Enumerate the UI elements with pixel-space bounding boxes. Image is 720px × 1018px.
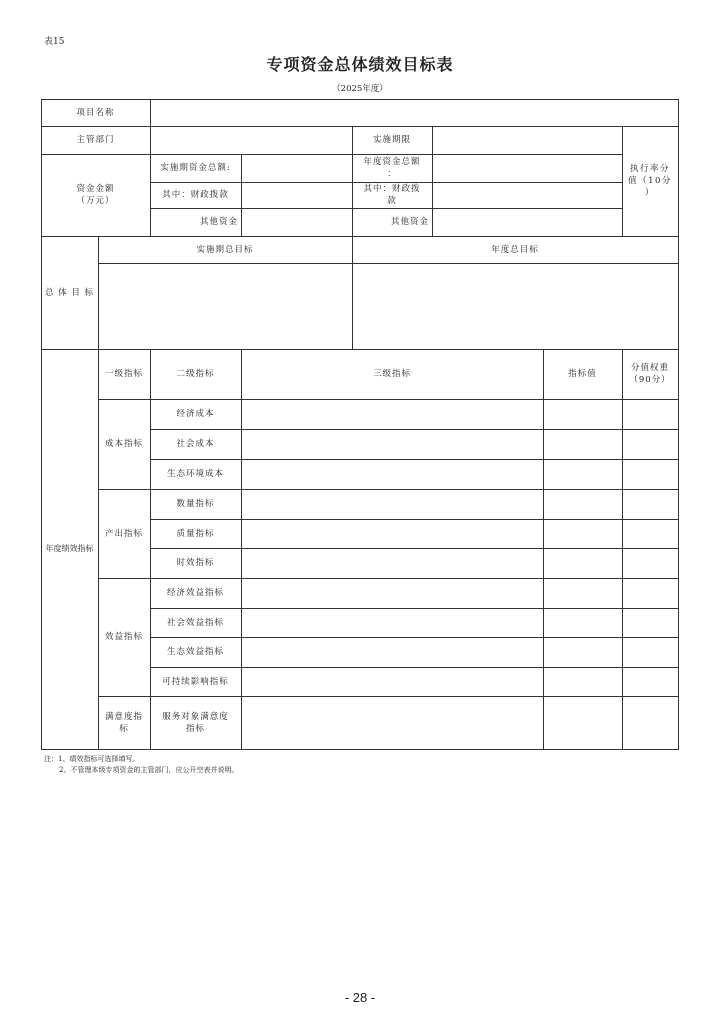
period-label: 实施期限 [352, 126, 433, 155]
weight-cell[interactable] [622, 459, 679, 490]
notes [44, 754, 238, 776]
annual-total-funds-label: 年度资金总额 ： [352, 154, 433, 183]
document-title: 专项资金总体绩效目标表 [266, 55, 454, 74]
indicator-timeliness: 时效指标 [150, 548, 242, 579]
level3-cell[interactable] [241, 459, 544, 490]
weight-cell[interactable] [622, 429, 679, 460]
weight-cell[interactable] [622, 667, 679, 697]
value-cell[interactable] [543, 459, 623, 490]
weight-cell[interactable] [622, 548, 679, 579]
indicator-sustainability: 可持续影响指标 [150, 667, 242, 697]
level3-cell[interactable] [241, 548, 544, 579]
period-goal-header: 实施期总目标 [98, 236, 353, 264]
annual-total-funds-value[interactable] [432, 154, 623, 183]
period-other-funds-value[interactable] [241, 208, 353, 237]
indicator-economic-benefit: 经济效益指标 [150, 578, 242, 609]
indicator-eco-env-cost: 生态环境成本 [150, 459, 242, 490]
annual-goal-value[interactable] [352, 263, 679, 350]
weight-cell[interactable] [622, 578, 679, 609]
col-level1-header: 一级指标 [98, 349, 151, 400]
exec-rate-label: 执行率分 值（10分 ） [622, 126, 679, 237]
value-cell[interactable] [543, 489, 623, 520]
period-other-funds-label: 其他资金 [150, 208, 242, 237]
annual-goal-header: 年度总目标 [352, 236, 679, 264]
level3-cell[interactable] [241, 696, 544, 750]
department-label: 主管部门 [41, 126, 151, 155]
annual-other-funds-value[interactable] [432, 208, 623, 237]
overall-goal-label: 总 体 目 标 [41, 236, 99, 350]
project-name-label: 项目名称 [41, 99, 151, 127]
value-cell[interactable] [543, 399, 623, 430]
weight-cell[interactable] [622, 519, 679, 549]
weight-cell[interactable] [622, 399, 679, 430]
value-cell[interactable] [543, 667, 623, 697]
weight-cell[interactable] [622, 489, 679, 520]
level3-cell[interactable] [241, 519, 544, 549]
value-cell[interactable] [543, 548, 623, 579]
indicator-service-satisfaction: 服务对象满意度 指标 [150, 696, 242, 750]
level3-cell[interactable] [241, 608, 544, 638]
weight-cell[interactable] [622, 696, 679, 750]
annual-indicators-label: 年度绩效指标 [41, 349, 99, 750]
note-2: 2、不管理本级专项资金的主管部门，应公开空表并说明。 [59, 766, 239, 774]
level3-cell[interactable] [241, 399, 544, 430]
weight-cell[interactable] [622, 637, 679, 668]
indicator-quality: 质量指标 [150, 519, 242, 549]
level3-cell[interactable] [241, 489, 544, 520]
indicator-eco-benefit: 生态效益指标 [150, 637, 242, 668]
value-cell[interactable] [543, 429, 623, 460]
level3-cell[interactable] [241, 667, 544, 697]
period-fiscal-funds-label: 其中：财政拨款 [150, 182, 242, 209]
group-output-label: 产出指标 [98, 489, 151, 579]
period-value[interactable] [432, 126, 623, 155]
period-goal-value[interactable] [98, 263, 353, 350]
level3-cell[interactable] [241, 578, 544, 609]
indicator-social-benefit: 社会效益指标 [150, 608, 242, 638]
period-total-funds-value[interactable] [241, 154, 353, 183]
value-cell[interactable] [543, 637, 623, 668]
col-level3-header: 三级指标 [241, 349, 544, 400]
group-satisfaction-label: 满意度指 标 [98, 696, 151, 750]
value-cell[interactable] [543, 519, 623, 549]
group-cost-label: 成本指标 [98, 399, 151, 490]
funds-amount-label: 资金金额 （万元） [41, 154, 151, 237]
col-level2-header: 二级指标 [150, 349, 242, 400]
document-subtitle: （2025年度） [332, 84, 388, 94]
period-fiscal-funds-value[interactable] [241, 182, 353, 209]
indicator-economic-cost: 经济成本 [150, 399, 242, 430]
group-benefit-label: 效益指标 [98, 578, 151, 697]
indicator-social-cost: 社会成本 [150, 429, 242, 460]
value-cell[interactable] [543, 578, 623, 609]
indicator-quantity: 数量指标 [150, 489, 242, 520]
note-1: 注：1、绩效指标可选择填写。 [44, 755, 140, 763]
period-total-funds-label: 实施期资金总额: [150, 154, 242, 183]
project-name-value[interactable] [150, 99, 679, 127]
col-weight-header: 分值权重 （90分） [622, 349, 679, 400]
annual-other-funds-label: 其他资金 [352, 208, 433, 237]
col-value-header: 指标值 [543, 349, 623, 400]
weight-cell[interactable] [622, 608, 679, 638]
level3-cell[interactable] [241, 429, 544, 460]
value-cell[interactable] [543, 696, 623, 750]
value-cell[interactable] [543, 608, 623, 638]
annual-fiscal-funds-label: 其中：财政拨 款 [352, 182, 433, 209]
table-label: 表15 [44, 37, 65, 47]
level3-cell[interactable] [241, 637, 544, 668]
annual-fiscal-funds-value[interactable] [432, 182, 623, 209]
page-number: - 28 - [344, 990, 376, 1005]
department-value[interactable] [150, 126, 353, 155]
